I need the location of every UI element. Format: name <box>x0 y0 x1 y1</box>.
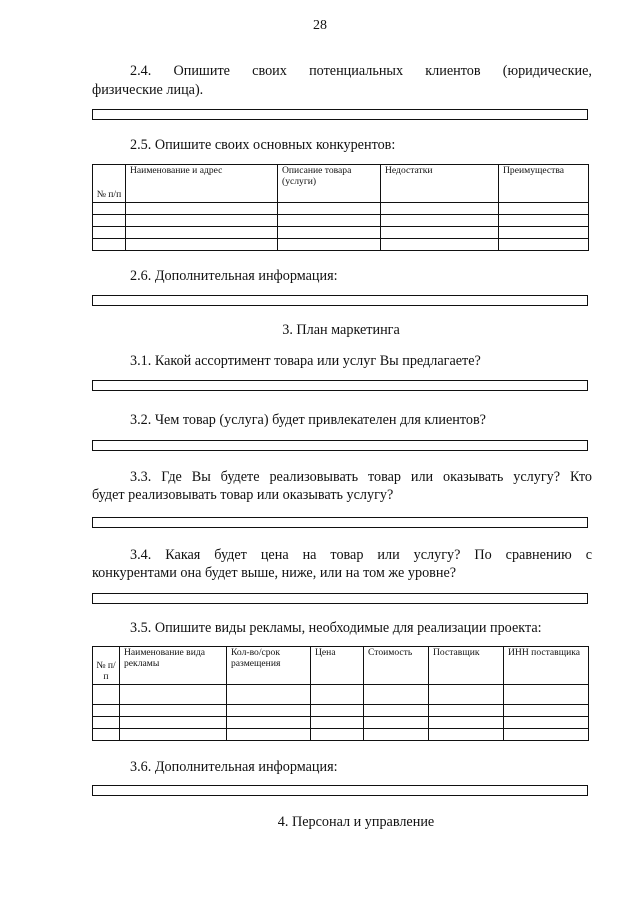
table-cell[interactable] <box>126 227 278 239</box>
table-cell[interactable] <box>381 227 499 239</box>
col-header-cost: Стоимость <box>364 647 429 685</box>
table-cell[interactable] <box>126 203 278 215</box>
table-cell[interactable] <box>93 239 126 251</box>
table-cell[interactable] <box>364 685 429 705</box>
table-cell[interactable] <box>381 215 499 227</box>
table-row[interactable] <box>93 705 589 717</box>
q-2-4-word: Опишите <box>173 63 230 79</box>
table-cell[interactable] <box>311 717 364 729</box>
col-header-name-address: Наименование и адрес <box>126 165 278 203</box>
section-3-title: 3. План маркетинга <box>282 322 400 338</box>
table-cell[interactable] <box>93 227 126 239</box>
question-3-1: 3.1. Какой ассортимент товара или услуг Вы предлагаете? <box>130 353 481 369</box>
table-cell[interactable] <box>278 227 381 239</box>
table-row[interactable] <box>93 239 589 251</box>
q-2-4-word: потенциальных <box>309 63 404 79</box>
question-3-3-line2: будет реализовывать товар или оказывать услугу? <box>92 487 394 503</box>
answer-field-2-4[interactable] <box>92 109 588 120</box>
table-cell[interactable] <box>311 685 364 705</box>
answer-field-3-3[interactable] <box>92 517 588 528</box>
table-cell[interactable] <box>278 203 381 215</box>
table-cell[interactable] <box>499 227 589 239</box>
question-2-5: 2.5. Опишите своих основных конкурентов: <box>130 137 396 153</box>
table-cell[interactable] <box>120 729 227 741</box>
table-cell[interactable] <box>499 215 589 227</box>
question-3-2: 3.2. Чем товар (услуга) будет привлекателен для клиентов? <box>130 412 486 428</box>
table-cell[interactable] <box>126 239 278 251</box>
table-cell[interactable] <box>93 215 126 227</box>
table-cell[interactable] <box>278 215 381 227</box>
table-cell[interactable] <box>93 685 120 705</box>
advertising-table <box>92 646 589 741</box>
question-3-3-line1: 3.3. Где Вы будете реализовывать товар или оказывать услугу? Кто <box>130 469 592 485</box>
table-cell[interactable] <box>93 203 126 215</box>
section-4-title: 4. Персонал и управление <box>277 814 435 830</box>
table-cell[interactable] <box>227 729 311 741</box>
answer-field-2-6[interactable] <box>92 295 588 306</box>
page-number: 28 <box>313 18 327 33</box>
table-cell[interactable] <box>227 717 311 729</box>
col-header-ad-type: Наименование вида рекламы <box>120 647 227 685</box>
table-cell[interactable] <box>120 685 227 705</box>
table-cell[interactable] <box>93 717 120 729</box>
q-2-4-line2: физические лица). <box>92 82 204 98</box>
answer-field-3-2[interactable] <box>92 440 588 451</box>
answer-field-3-1[interactable] <box>92 380 588 391</box>
table-cell[interactable] <box>429 705 504 717</box>
competitors-table <box>92 164 589 251</box>
question-2-4 <box>130 63 592 80</box>
col-header-description: Описание товара (услуги) <box>278 165 381 203</box>
q-2-4-word: клиентов <box>425 63 481 79</box>
answer-field-3-6[interactable] <box>92 785 588 796</box>
q-2-4-word: своих <box>252 63 287 79</box>
col-header-price: Цена <box>311 647 364 685</box>
question-3-5: 3.5. Опишите виды рекламы, необходимые для реализации проекта: <box>130 620 542 636</box>
table-cell[interactable] <box>227 685 311 705</box>
col-header-supplier-inn: ИНН поставщика <box>504 647 589 685</box>
table-row[interactable] <box>93 717 589 729</box>
table-cell[interactable] <box>311 729 364 741</box>
question-3-6: 3.6. Дополнительная информация: <box>130 759 338 775</box>
table-cell[interactable] <box>504 717 589 729</box>
table-cell[interactable] <box>364 729 429 741</box>
table-cell[interactable] <box>499 203 589 215</box>
table-row[interactable] <box>93 685 589 705</box>
table-row[interactable] <box>93 215 589 227</box>
table-cell[interactable] <box>93 729 120 741</box>
question-3-4-line1: 3.4. Какая будет цена на товар или услугу? По сравнению с <box>130 547 592 563</box>
col-header-number: № п/п <box>93 647 120 685</box>
question-2-6: 2.6. Дополнительная информация: <box>130 268 338 284</box>
table-row[interactable] <box>93 203 589 215</box>
table-row[interactable] <box>93 729 589 741</box>
table-cell[interactable] <box>278 239 381 251</box>
table-cell[interactable] <box>93 705 120 717</box>
table-cell[interactable] <box>381 203 499 215</box>
col-header-disadvantages: Недостатки <box>381 165 499 203</box>
table-cell[interactable] <box>429 717 504 729</box>
table-cell[interactable] <box>381 239 499 251</box>
table-cell[interactable] <box>364 705 429 717</box>
table-cell[interactable] <box>504 705 589 717</box>
col-header-supplier: Поставщик <box>429 647 504 685</box>
table-cell[interactable] <box>429 729 504 741</box>
table-cell[interactable] <box>120 717 227 729</box>
table-cell[interactable] <box>504 685 589 705</box>
table-header-row <box>93 165 589 203</box>
table-cell[interactable] <box>227 705 311 717</box>
table-cell[interactable] <box>429 685 504 705</box>
col-header-advantages: Преимущества <box>499 165 589 203</box>
q-2-4-word: (юридические, <box>502 63 592 79</box>
table-row[interactable] <box>93 227 589 239</box>
table-cell[interactable] <box>126 215 278 227</box>
table-cell[interactable] <box>120 705 227 717</box>
table-cell[interactable] <box>504 729 589 741</box>
col-header-quantity-term: Кол-во/срок размещения <box>227 647 311 685</box>
table-cell[interactable] <box>311 705 364 717</box>
table-cell[interactable] <box>499 239 589 251</box>
table-header-row <box>93 647 589 685</box>
answer-field-3-4[interactable] <box>92 593 588 604</box>
table-cell[interactable] <box>364 717 429 729</box>
question-3-4-line2: конкурентами она будет выше, ниже, или на том же уровне? <box>92 565 457 581</box>
q-2-4-word: 2.4. <box>130 63 152 79</box>
col-header-number: № п/п <box>93 165 126 203</box>
